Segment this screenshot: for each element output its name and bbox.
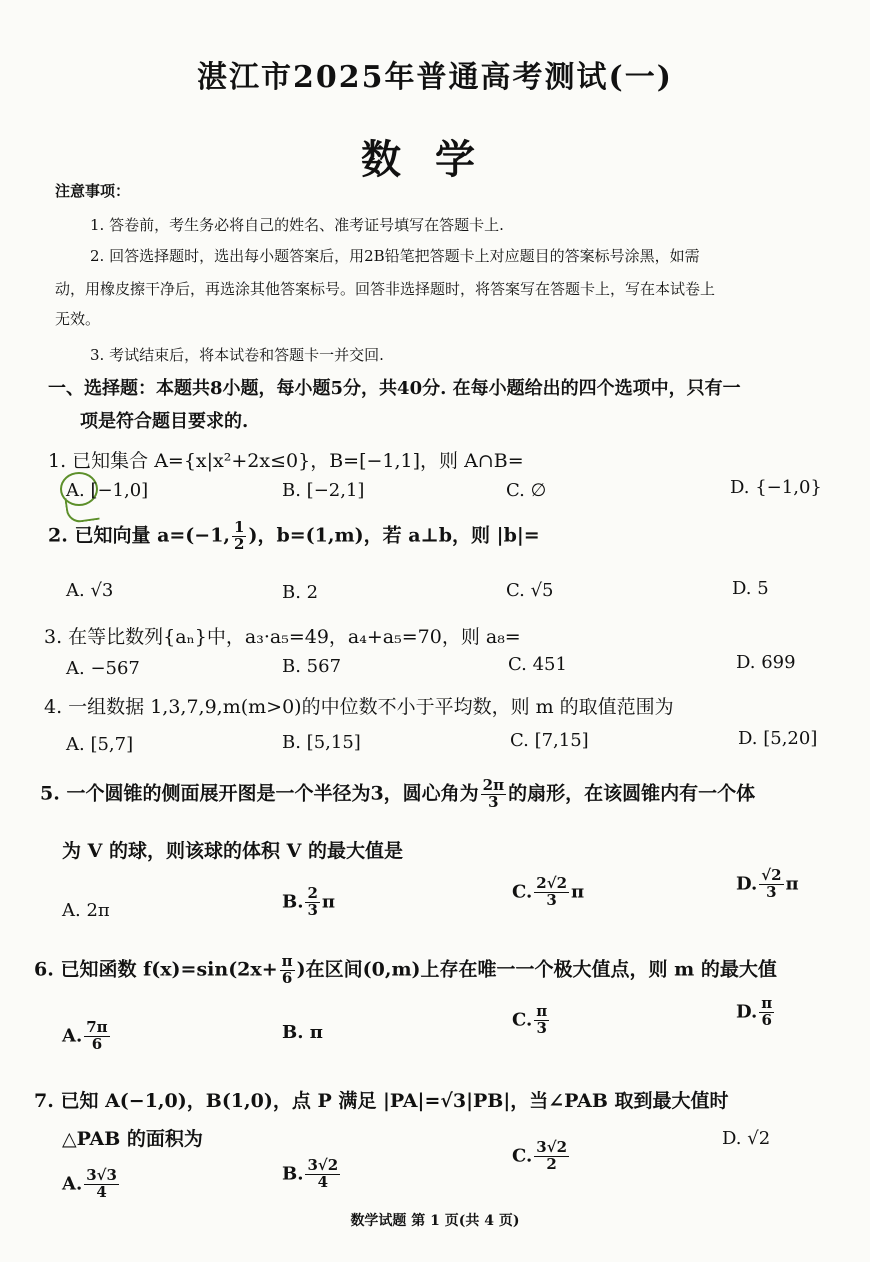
option-a: A. [−1,0]	[66, 480, 149, 501]
fraction: $\frac{2\pi}{3}$	[482, 776, 505, 811]
option-d: D. {−1,0}	[730, 477, 822, 498]
option-a: A. −567	[66, 658, 140, 679]
option-a: A. √3	[66, 580, 114, 601]
option-b: B. 567	[282, 656, 342, 677]
option-c: C. $\frac{3√2}{2}$	[512, 1138, 568, 1173]
option-d: D. √2	[722, 1128, 771, 1149]
option-b: B. 2	[282, 582, 319, 603]
subject-title: 数学	[361, 136, 509, 183]
exam-title: 湛江市2025年普通高考测试(一)	[197, 60, 673, 95]
option-b: B. [−2,1]	[282, 480, 365, 501]
option-c: C. 451	[508, 654, 567, 675]
option-b: B. π	[282, 1022, 323, 1043]
option-a: A. $\frac{7\pi}{6}$	[62, 1018, 108, 1053]
fraction: $\frac{\pi}{6}$	[281, 952, 293, 987]
question-stem: 5. 一个圆锥的侧面展开图是一个半径为3，圆心角为 $\frac{2\pi}{3}$ 的扇形，在该圆锥内有一个体	[40, 776, 756, 811]
note-item: 2. 回答选择题时，选出每小题答案后，用2B铅笔把答题卡上对应题目的答案标号涂黑，如需	[90, 247, 700, 265]
option-a: A. 2π	[62, 900, 110, 921]
option-c: C. $\frac{2√2}{3}$ π	[512, 874, 585, 909]
note-item: 动，用橡皮擦干净后，再选涂其他答案标号。回答非选择题时，将答案写在答题卡上，写在本试卷上	[55, 280, 716, 298]
option-b: B. $\frac{2}{3}$ π	[282, 884, 336, 919]
question-stem-cont: 为 V 的球，则该球的体积 V 的最大值是	[62, 840, 403, 862]
option-c: C. $\frac{\pi}{3}$	[512, 1002, 548, 1037]
option-d: D. [5,20]	[738, 728, 818, 749]
fraction: $\frac{1}{2}$	[234, 518, 245, 553]
option-d: D. $\frac{\pi}{6}$	[736, 994, 773, 1029]
option-d: D. 699	[736, 652, 796, 673]
section-heading: 一、选择题：本题共8小题，每小题5分，共40分. 在每小题给出的四个选项中，只有一	[48, 378, 741, 399]
question-stem: 7. 已知 A(−1,0)，B(1,0)，点 P 满足 |PA|=√3|PB|，当∠PAB 取到最大值时	[34, 1090, 729, 1112]
page-footer: 数学试题 第 1 页(共 4 页)	[350, 1213, 520, 1229]
option-a: A. [5,7]	[66, 734, 134, 755]
option-b: B. [5,15]	[282, 732, 361, 753]
option-a: A. $\frac{3√3}{4}$	[62, 1166, 117, 1201]
option-d: D. 5	[732, 578, 769, 599]
note-item: 3. 考试结束后，将本试卷和答题卡一并交回.	[90, 346, 384, 364]
question-stem: 1. 已知集合 A={x|x²+2x≤0}，B=[−1,1]，则 A∩B=	[48, 450, 524, 472]
question-stem: 3. 在等比数列{aₙ}中，a₃·a₅=49，a₄+a₅=70，则 a₈=	[44, 626, 521, 648]
note-item: 1. 答卷前，考生务必将自己的姓名、准考证号填写在答题卡上.	[90, 216, 504, 234]
question-stem: 4. 一组数据 1,3,7,9,m(m>0)的中位数不小于平均数，则 m 的取值范围为	[44, 696, 674, 718]
section-heading-cont: 项是符合题目要求的.	[80, 411, 249, 432]
option-c: C. √5	[506, 580, 554, 601]
option-c: C. ∅	[506, 480, 547, 501]
question-stem-cont: △PAB 的面积为	[62, 1128, 203, 1150]
question-stem: 2. 已知向量 a=(−1, $\frac{1}{2}$ )，b=(1,m)，若 a⊥b，则 |b|=	[48, 518, 540, 553]
note-item: 无效。	[55, 310, 101, 328]
option-b: B. $\frac{3√2}{4}$	[282, 1156, 339, 1191]
notes-heading: 注意事项：	[55, 182, 131, 200]
option-c: C. [7,15]	[510, 730, 589, 751]
question-stem: 6. 已知函数 f(x)=sin(2x+ $\frac{\pi}{6}$ )在区间(0,m)上存在唯一一个极大值点，则 m 的最大值	[34, 952, 777, 987]
option-d: D. $\frac{√2}{3}$ π	[736, 866, 799, 901]
